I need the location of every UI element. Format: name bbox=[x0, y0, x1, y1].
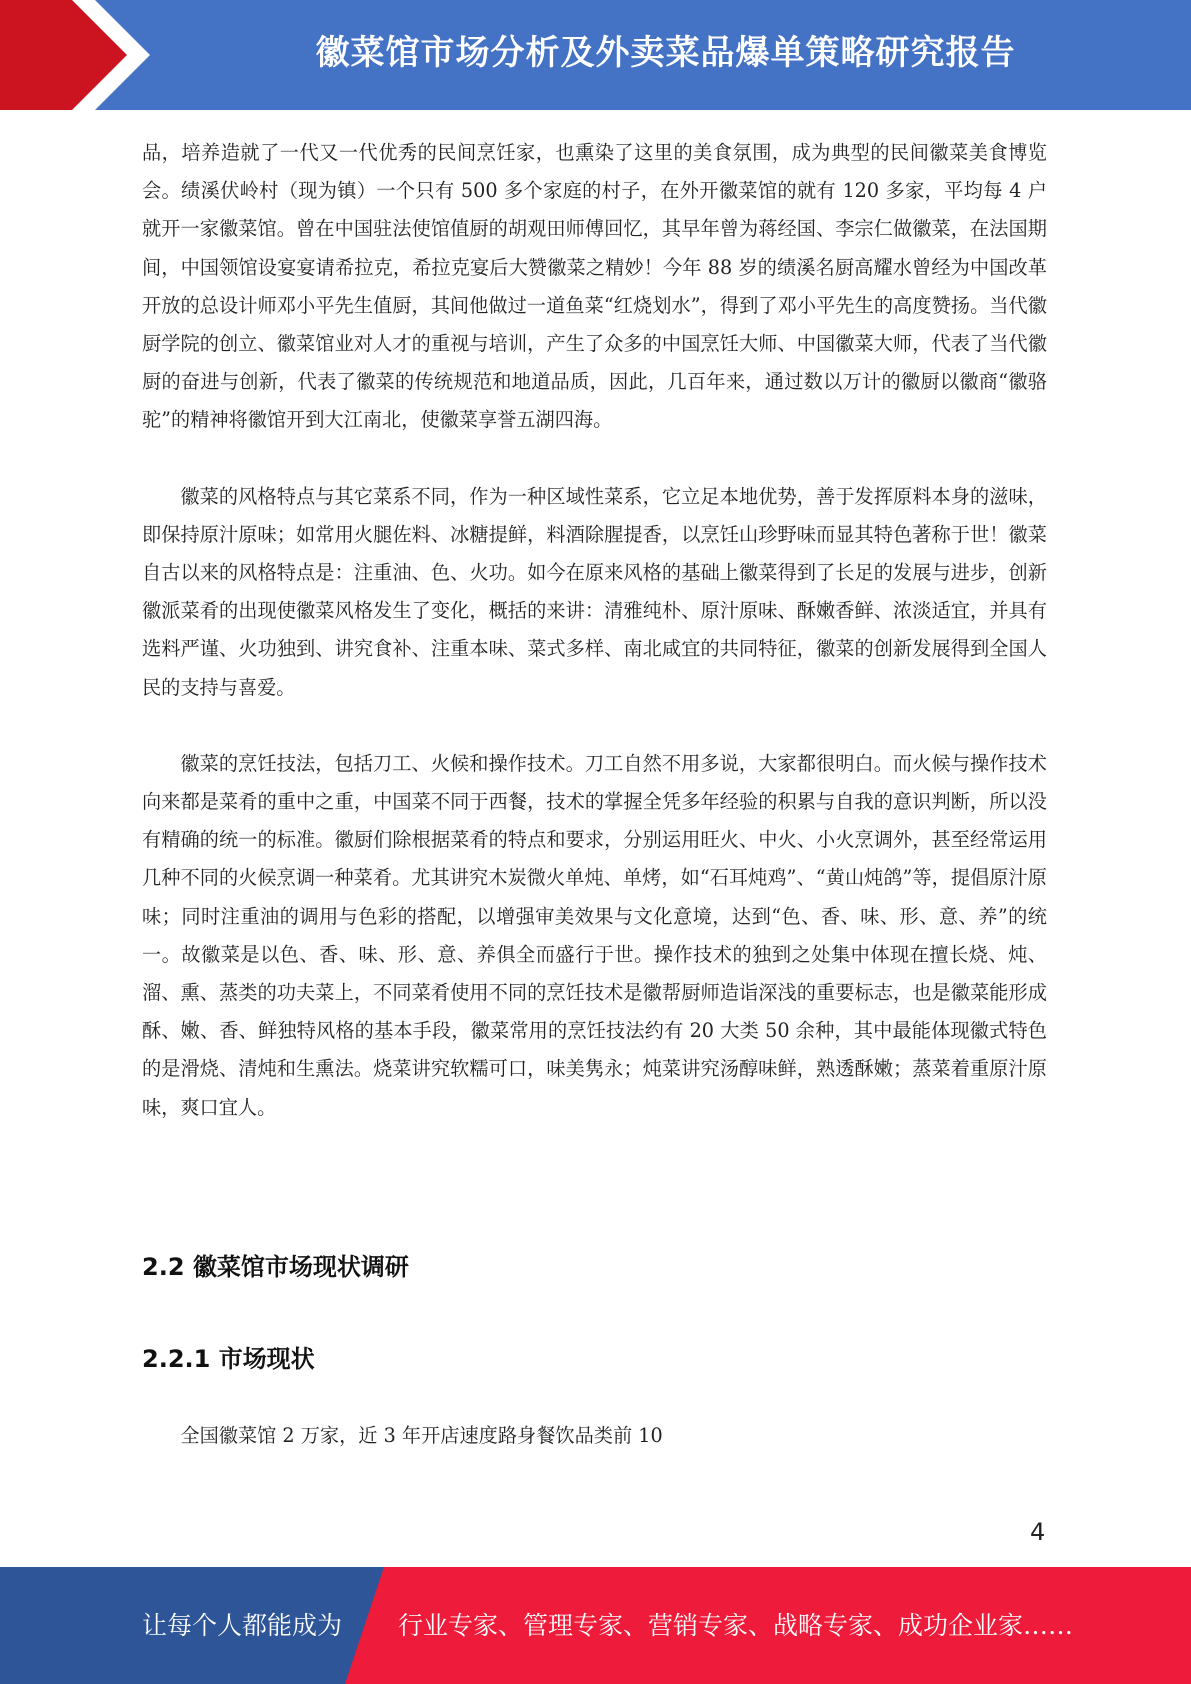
paragraph-2: 徽菜的风格特点与其它菜系不同，作为一种区域性菜系，它立足本地优势，善于发挥原料本身的滋味，即保持原汁原味；如常用火腿佐料、冰糖提鲜，料酒除腥提香，以烹饪山珍野味而显其特色著称于世！徽菜自古以来的风格特点是：注重油、色、火功。如今在原来风格的基础上徽菜得到了长足的发展与进步，创新徽派菜肴的出现使徽菜风格发生了变化，概括的来讲：清雅纯朴、原汁原味、酥嫩香鲜、浓淡适宜，并具有选料严谨、火功独到、讲究食补、注重本味、菜式多样、南北咸宜的共同特征，徽菜的创新发展得到全国人民的支持与喜爱。 bbox=[142, 484, 1047, 699]
page-number: 4 bbox=[1030, 1518, 1046, 1546]
subsection-paragraph: 全国徽菜馆 2 万家，近 3 年开店速度路身餐饮品类前 10 bbox=[180, 1424, 663, 1447]
page-footer bbox=[0, 1567, 1191, 1684]
footer-slogan-right: 行业专家、管理专家、营销专家、战略专家、成功企业家…… bbox=[398, 1611, 1074, 1640]
footer-slogan-left: 让每个人都能成为 bbox=[142, 1611, 343, 1640]
subsection-heading: 2.2.1 市场现状 bbox=[142, 1345, 315, 1373]
page-header bbox=[0, 0, 1191, 110]
section-heading: 2.2 徽菜馆市场现状调研 bbox=[142, 1253, 409, 1281]
paragraph-1: 品，培养造就了一代又一代优秀的民间烹饪家，也熏染了这里的美食氛围，成为典型的民间徽菜美食博览会。绩溪伏岭村（现为镇）一个只有 500 多个家庭的村子，在外开徽菜馆的就有 120 多家，平均每 4 户就开一家徽菜馆。曾在中国驻法使馆值厨的胡观田师傅回忆，其早年曾为蒋经国、李宗仁做徽菜，在法国期间，中国领馆设宴宴请希拉克，希拉克宴后大赞徽菜之精妙！今年 88 岁的绩溪名厨高耀水曾经为中国改革开放的总设计师邓小平先生值厨，其间他做过一道鱼菜“红烧划水”，得到了邓小平先生的高度赞扬。当代徽厨学院的创立、徽菜馆业对人才的重视与培训，产生了众多的中国烹饪大师、中国徽菜大师，代表了当代徽厨的奋进与创新，代表了徽菜的传统规范和地道品质，因此，几百年来，通过数以万计的徽厨以徽商“徽骆驼”的精神将徽馆开到大江南北，使徽菜享誉五湖四海。 bbox=[142, 141, 1047, 432]
document-body bbox=[142, 134, 1047, 1127]
paragraph-3: 徽菜的烹饪技法，包括刀工、火候和操作技术。刀工自然不用多说，大家都很明白。而火候与操作技术向来都是菜肴的重中之重，中国菜不同于西餐，技术的掌握全凭多年经验的积累与自我的意识判断，所以没有精确的统一的标准。徽厨们除根据菜肴的特点和要求，分别运用旺火、中火、小火烹调外，甚至经常运用几种不同的火候烹调一种菜肴。尤其讲究木炭微火单炖、单烤，如“石耳炖鸡”、“黄山炖鸽”等，提倡原汁原味；同时注重油的调用与色彩的搭配，以增强审美效果与文化意境，达到“色、香、味、形、意、养”的统一。故徽菜是以色、香、味、形、意、养俱全而盛行于世。操作技术的独到之处集中体现在擅长烧、炖、溜、熏、蒸类的功夫菜上，不同菜肴使用不同的烹饪技术是徽帮厨师造诣深浅的重要标志，也是徽菜能形成酥、嫩、香、鲜独特风格的基本手段，徽菜常用的烹饪技法约有 20 大类 50 余种，其中最能体现徽式特色的是滑烧、清炖和生熏法。烧菜讲究软糯可口，味美隽永；炖菜讲究汤醇味鲜，熟透酥嫩；蒸菜着重原汁原味，爽口宜人。 bbox=[142, 751, 1047, 1119]
document-title: 徽菜馆市场分析及外卖菜品爆单策略研究报告 bbox=[315, 33, 1016, 73]
